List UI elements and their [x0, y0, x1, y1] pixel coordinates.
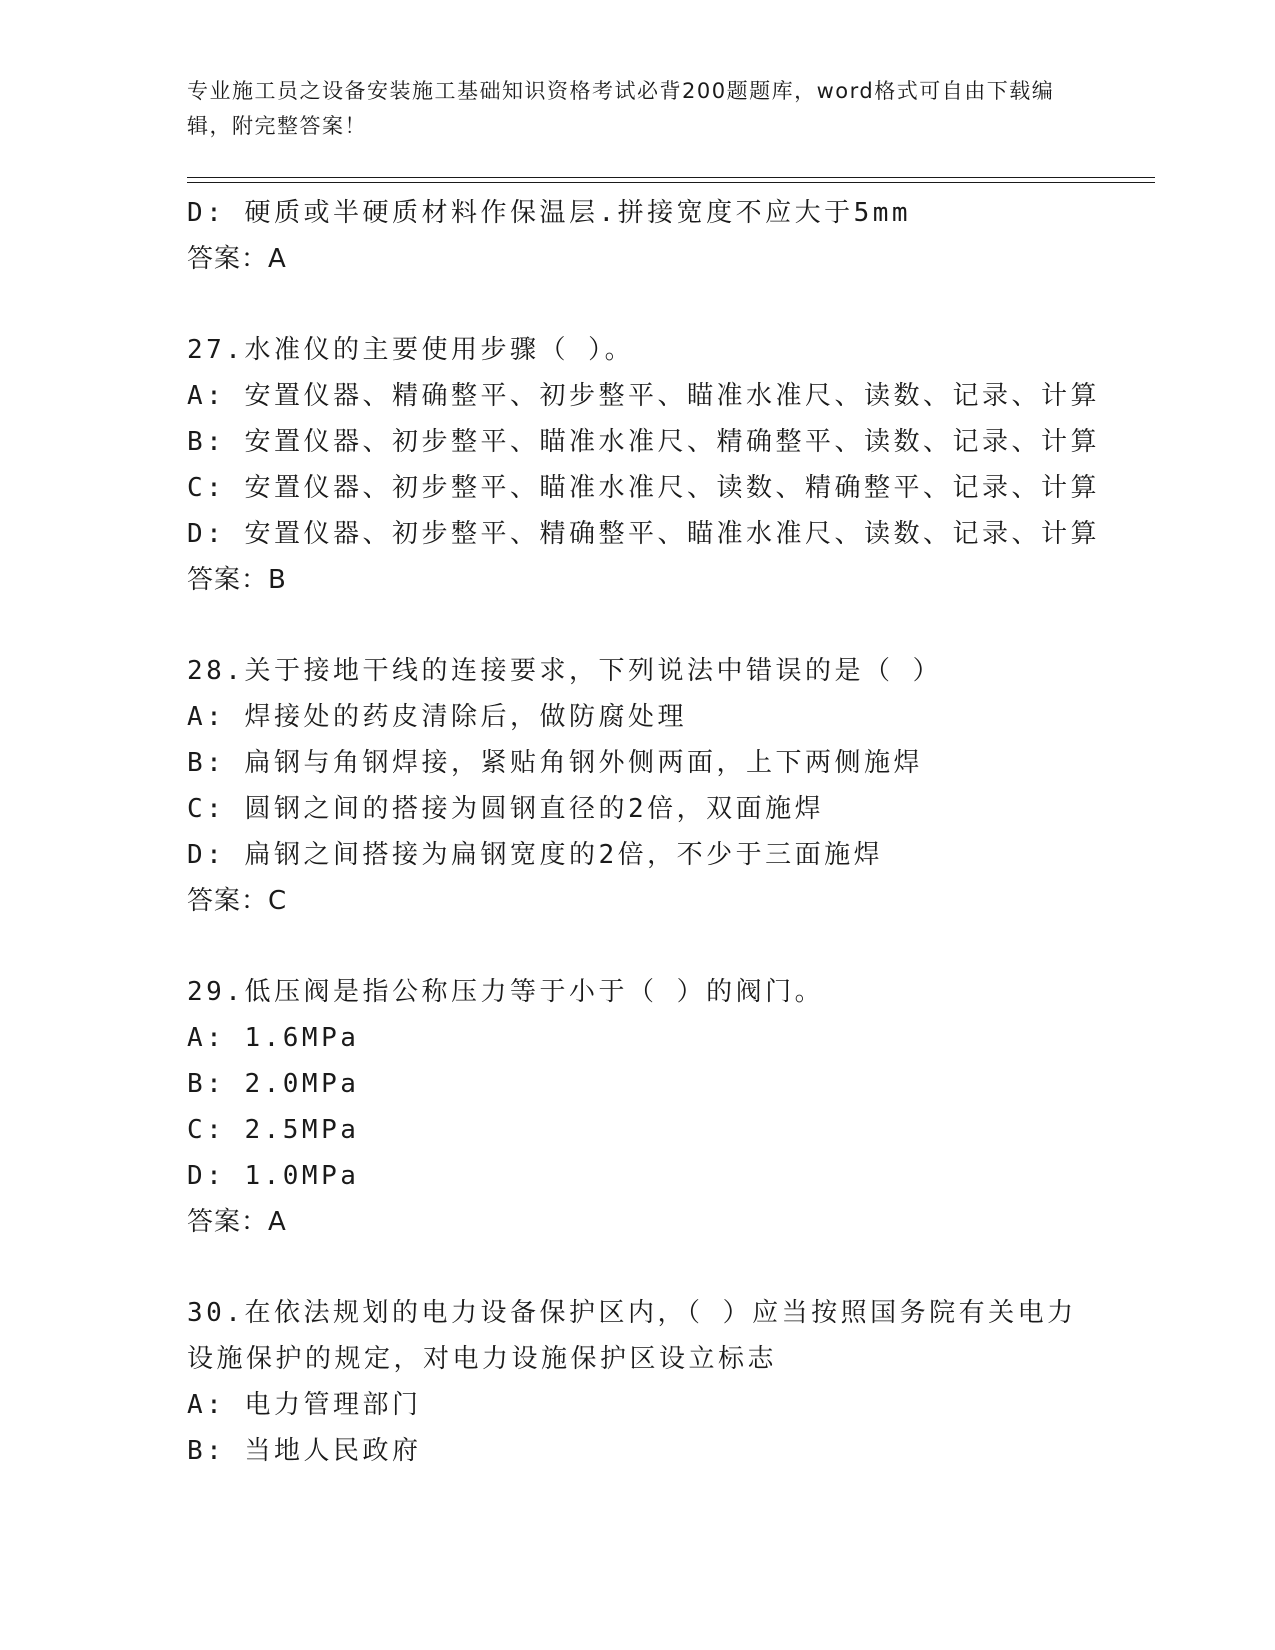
option-b: B: 当地人民政府	[187, 1436, 422, 1466]
answer: 答案：A	[187, 1207, 287, 1237]
answer: 答案：C	[187, 886, 288, 916]
option-d: D: 扁钢之间搭接为扁钢宽度的2倍，不少于三面施焊	[187, 840, 884, 870]
option-c: C: 圆钢之间的搭接为圆钢直径的2倍，双面施焊	[187, 794, 825, 824]
question-28	[187, 648, 1087, 924]
question-content	[187, 190, 1100, 1474]
question-29	[187, 969, 1087, 1245]
option-d: D: 1.0MPa	[187, 1161, 360, 1191]
question-stem-continued: 设施保护的规定，对电力设施保护区设立标志	[187, 1344, 778, 1374]
question-stem: 28.关于接地干线的连接要求，下列说法中错误的是（ ）	[187, 656, 943, 686]
option-d: D: 硬质或半硬质材料作保温层.拼接宽度不应大于5mm	[187, 198, 912, 228]
header-divider-top	[187, 177, 1155, 178]
option-b: B: 安置仪器、初步整平、瞄准水准尺、精确整平、读数、记录、计算	[187, 427, 1100, 457]
question-stem: 30.在依法规划的电力设备保护区内，（ ）应当按照国务院有关电力	[187, 1298, 1077, 1328]
option-b: B: 扁钢与角钢焊接，紧贴角钢外侧两面，上下两侧施焊	[187, 748, 923, 778]
option-c: C: 2.5MPa	[187, 1115, 360, 1145]
option-a: A: 1.6MPa	[187, 1023, 360, 1053]
question-30	[187, 1290, 1087, 1474]
question-stem: 27.水准仪的主要使用步骤（ ）。	[187, 335, 635, 365]
answer: 答案：A	[187, 244, 287, 274]
option-c: C: 安置仪器、初步整平、瞄准水准尺、读数、精确整平、记录、计算	[187, 473, 1100, 503]
option-a: A: 安置仪器、精确整平、初步整平、瞄准水准尺、读数、记录、计算	[187, 381, 1100, 411]
option-b: B: 2.0MPa	[187, 1069, 360, 1099]
option-d: D: 安置仪器、初步整平、精确整平、瞄准水准尺、读数、记录、计算	[187, 519, 1100, 549]
header-divider-bottom	[187, 182, 1155, 183]
option-a: A: 焊接处的药皮清除后，做防腐处理	[187, 702, 687, 732]
question-stem: 29.低压阀是指公称压力等于小于（ ）的阀门。	[187, 977, 825, 1007]
answer: 答案：B	[187, 565, 287, 595]
option-a: A: 电力管理部门	[187, 1390, 422, 1420]
question-27	[187, 327, 1100, 603]
document-header: 专业施工员之设备安装施工基础知识资格考试必背200题题库，word格式可自由下载编辑，附完整答案！	[187, 79, 1055, 138]
